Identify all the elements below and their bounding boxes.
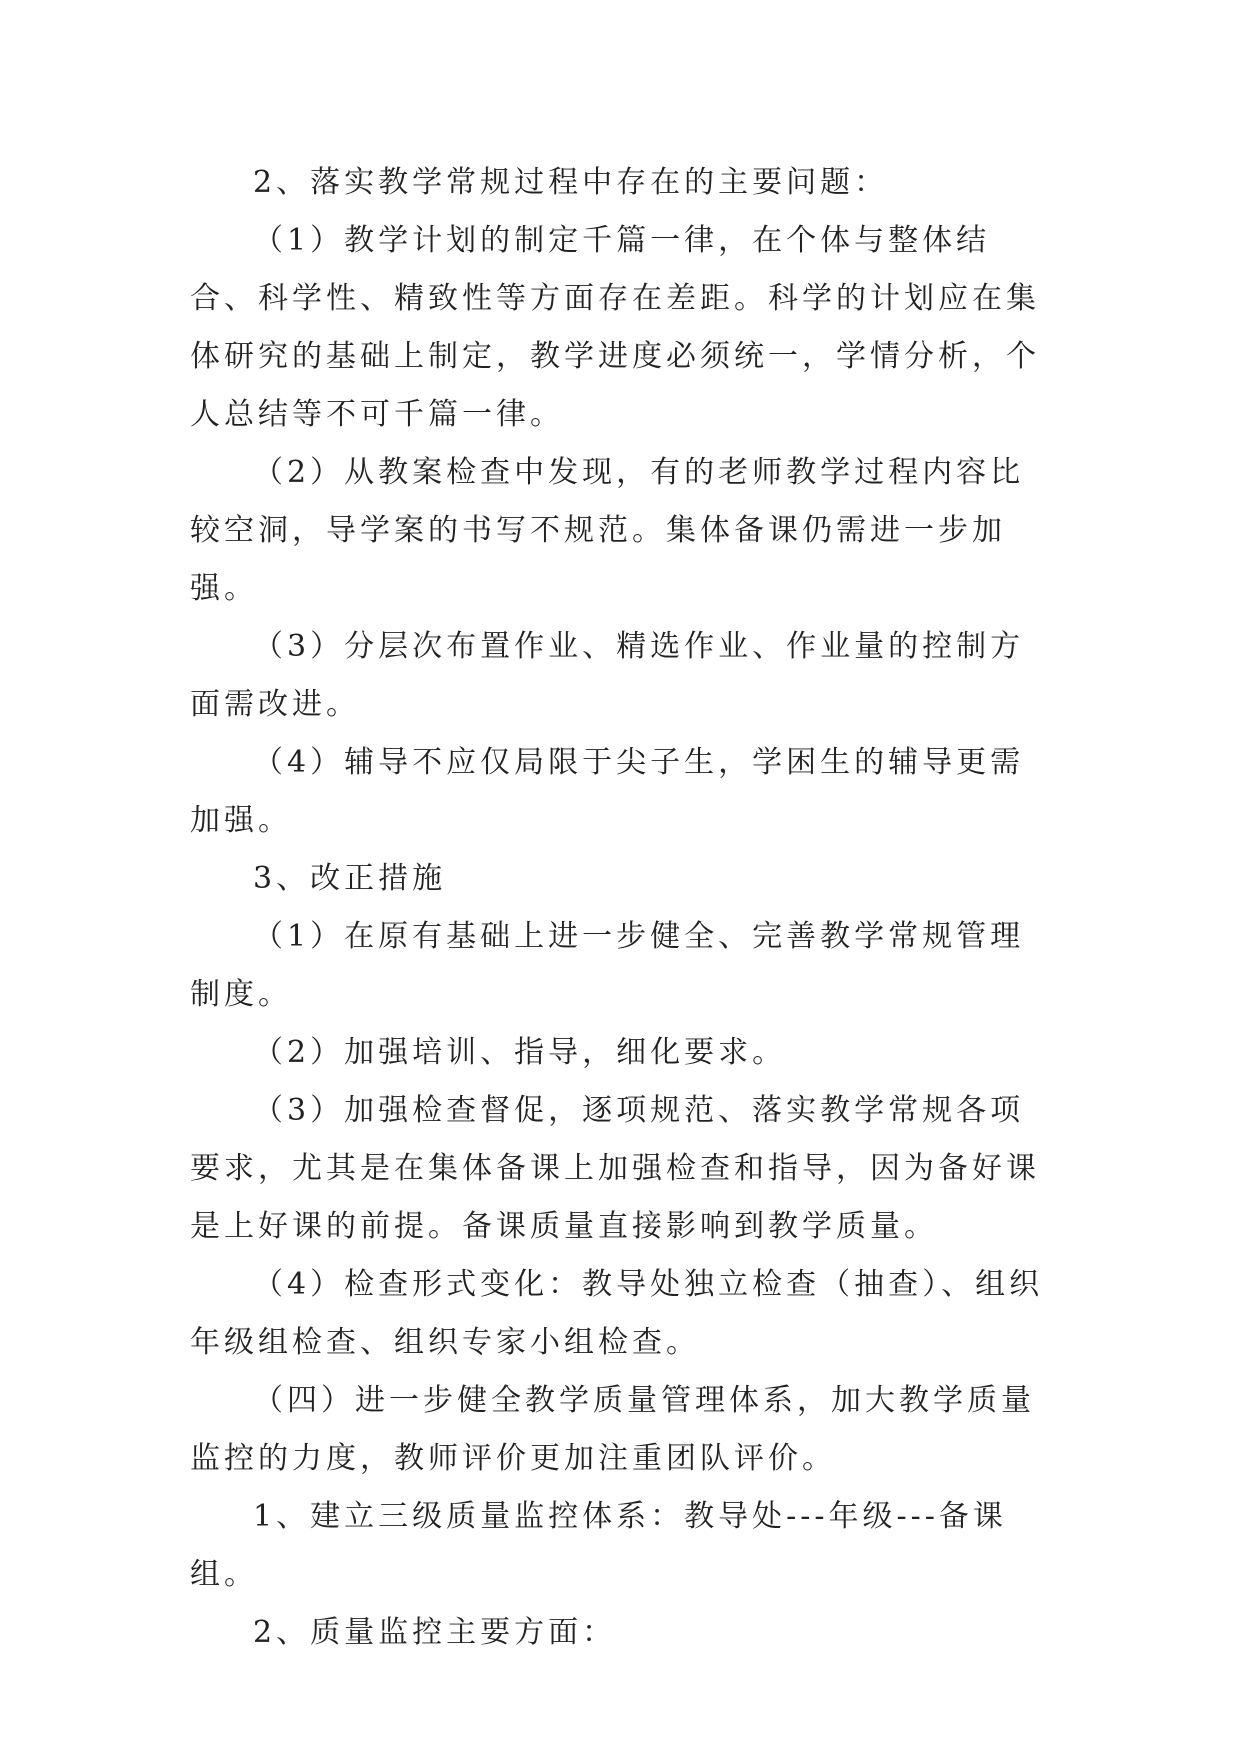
paragraph-monitoring-system: 1、建立三级质量监控体系：教导处---年级---备课组。 [190, 1499, 1007, 1592]
paragraph-measure-3: （3）加强检查督促，逐项规范、落实教学常规各项要求，尤其是在集体备课上加强检查和指导，因为备好课是上好课的前提。备课质量直接影响到教学质量。 [190, 1093, 1040, 1244]
paragraph-problem-4: （4）辅导不应仅局限于尖子生，学困生的辅导更需加强。 [190, 745, 1025, 838]
document-body [190, 154, 1050, 1662]
paragraph-measure-1: （1）在原有基础上进一步健全、完善教学常规管理制度。 [190, 919, 1025, 1012]
paragraph-measures-heading: 3、改正措施 [253, 861, 447, 896]
paragraph-problem-1: （1）教学计划的制定千篇一律，在个体与整体结合、科学性、精致性等方面存在差距。科学的计划应在集体研究的基础上制定，教学进度必须统一，学情分析，个人总结等不可千篇一律。 [190, 223, 1040, 432]
paragraph-main-problems-heading: 2、落实教学常规过程中存在的主要问题： [253, 165, 889, 200]
paragraph-measure-4: （4）检查形式变化：教导处独立检查（抽查）、组织年级组检查、组织专家小组检查。 [190, 1267, 1044, 1360]
paragraph-problem-3: （3）分层次布置作业、精选作业、作业量的控制方面需改进。 [190, 629, 1025, 722]
paragraph-problem-2: （2）从教案检查中发现，有的老师教学过程内容比较空洞，导学案的书写不规范。集体备课仍需进一步加强。 [190, 455, 1025, 606]
paragraph-measure-2: （2）加强培训、指导，细化要求。 [253, 1035, 787, 1070]
paragraph-section-four: （四）进一步健全教学质量管理体系，加大教学质量监控的力度，教师评价更加注重团队评价。 [190, 1383, 1035, 1476]
paragraph-monitoring-aspects: 2、质量监控主要方面： [253, 1615, 617, 1650]
